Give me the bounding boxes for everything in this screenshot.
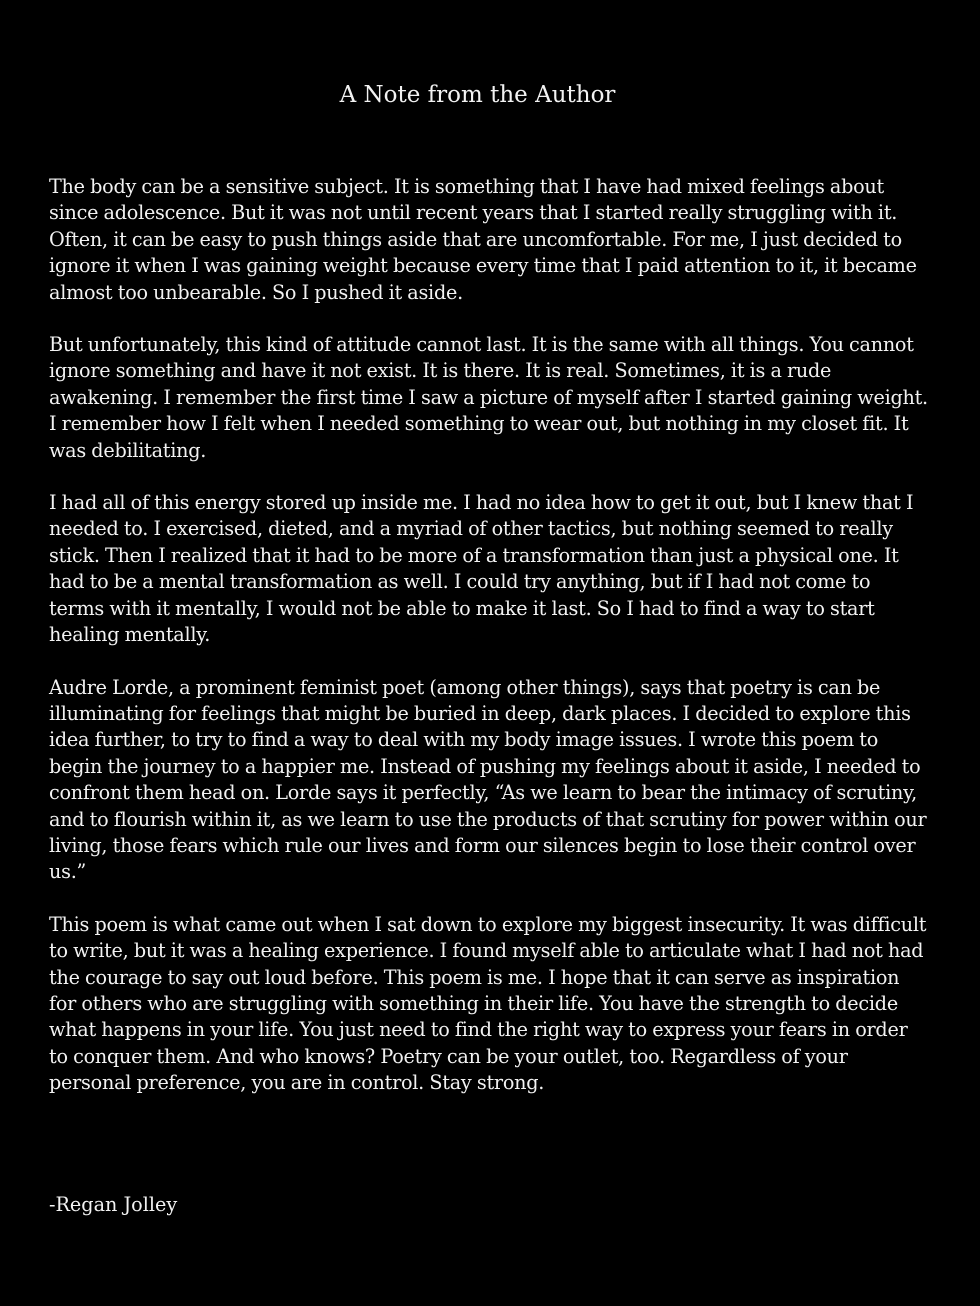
paragraph-3: I had all of this energy stored up inside me. I had no idea how to get it out, but I knew that I needed to. I exercised, dieted, and a myriad of other tactics, but nothing seemed to really stick. Then I realized that it had to be more of a transformation than just a physical one. It had to be a mental transformation as well. I could try anything, but if I had not come to terms with it mentally, I would not be able to make it last. So I had to find a way to start healing mentally. xyxy=(49,491,914,647)
page-title: A Note from the Author xyxy=(339,82,616,108)
paragraph-4: Audre Lorde, a prominent feminist poet (among other things), says that poetry is can be illuminating for feelings that might be buried in deep, dark places. I decided to explore this idea further, to try to find a way to deal with my body image issues. I wrote this poem to begin the journey to a happier me. Instead of pushing my feelings about it aside, I needed to confront them head on. Lorde says it perfectly, “As we learn to bear the intimacy of scrutiny, and to flourish within it, as we learn to use the products of that scrutiny for power within our living, those fears which rule our lives and form our silences begin to lose their control over us.” xyxy=(49,675,927,884)
author-signature: -Regan Jolley xyxy=(49,1193,178,1216)
document-body xyxy=(49,174,929,1123)
paragraph-1: The body can be a sensitive subject. It is something that I have had mixed feelings about since adolescence. But it was not until recent years that I started really struggling with it. Often, it can be easy to push things aside that are uncomfortable. For me, I just decided to ignore it when I was gaining weight because every time that I paid attention to it, it became almost too unbearable. So I pushed it aside. xyxy=(49,175,917,304)
paragraph-5: This poem is what came out when I sat down to explore my biggest insecurity. It was difficult to write, but it was a healing experience. I found myself able to articulate what I had not had the courage to say out loud before. This poem is me. I hope that it can serve as inspiration for others who are struggling with something in their life. You have the strength to decide what happens in your life. You just need to find the right way to express your fears in order to conquer them. And who knows? Poetry can be your outlet, too. Regardless of your personal preference, you are in control. Stay strong. xyxy=(49,912,927,1095)
paragraph-2: But unfortunately, this kind of attitude cannot last. It is the same with all things. You cannot ignore something and have it not exist. It is there. It is real. Sometimes, it is a rude awakening. I remember the first time I saw a picture of myself after I started gaining weight. I remember how I felt when I needed something to wear out, but nothing in my closet fit. It was debilitating. xyxy=(49,333,928,462)
